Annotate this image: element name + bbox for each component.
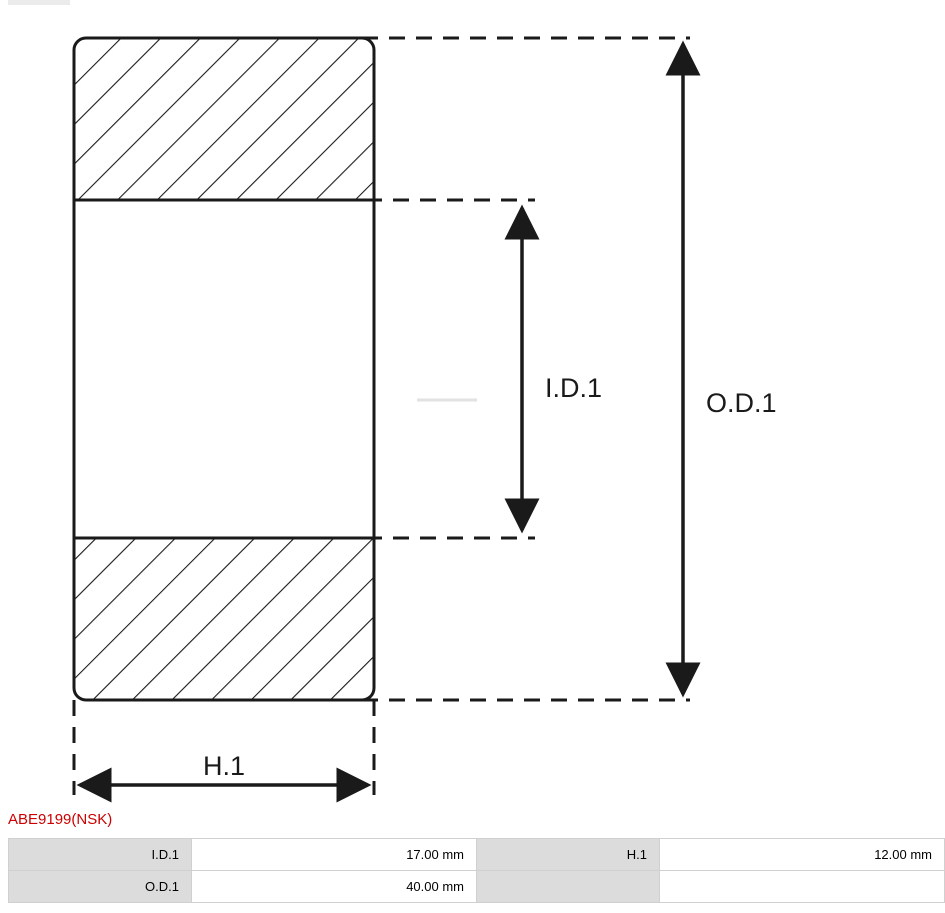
specification-table — [8, 838, 945, 903]
table-row — [9, 839, 945, 871]
spec-label-id: I.D.1 — [9, 839, 192, 871]
spec-label-empty — [477, 871, 660, 903]
table-row — [9, 871, 945, 903]
h-label: H.1 — [203, 751, 246, 781]
spec-value-od: 40.00 mm — [192, 871, 477, 903]
spec-value-h: 12.00 mm — [660, 839, 945, 871]
top-race-hatch — [74, 38, 374, 200]
spec-label-od: O.D.1 — [9, 871, 192, 903]
od-label: O.D.1 — [706, 388, 777, 418]
spec-value-id: 17.00 mm — [192, 839, 477, 871]
spec-value-empty — [660, 871, 945, 903]
part-code: ABE9199(NSK) — [8, 811, 113, 828]
id-label: I.D.1 — [545, 373, 603, 403]
bottom-race-hatch — [74, 538, 374, 700]
spec-label-h: H.1 — [477, 839, 660, 871]
